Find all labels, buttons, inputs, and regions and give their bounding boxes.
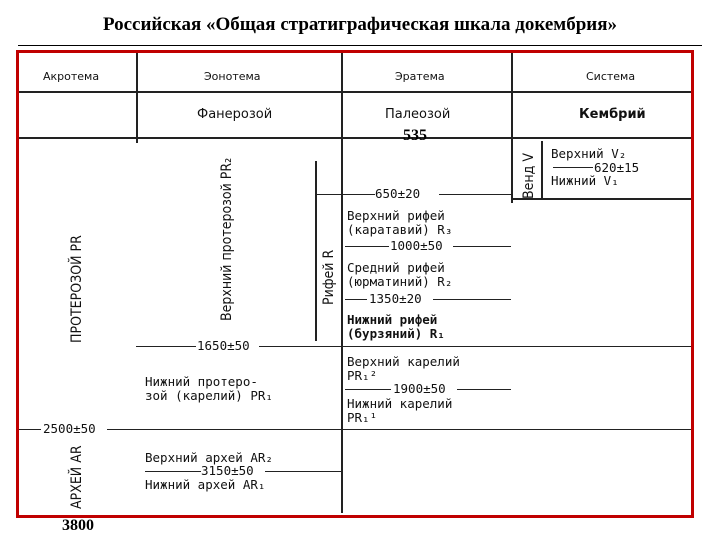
riphean-label: Рифей R — [321, 249, 337, 305]
vend-divider — [541, 141, 543, 199]
upper-proterozoic-label: Верхний протерозой PR₂ — [219, 157, 235, 321]
upper-archean: Верхний архей AR₂ — [145, 450, 273, 465]
lower-proterozoic-2: зой (карелий) PR₁ — [145, 388, 273, 403]
vend-bottom-line — [511, 198, 691, 200]
header-row-line — [19, 91, 691, 93]
boundary-1350: 1350±20 — [369, 291, 422, 306]
boundary-1000: 1000±50 — [390, 238, 443, 253]
vend-boundary: 620±15 — [594, 160, 640, 175]
upper-riphean-2: (каратавий) R₃ — [347, 222, 453, 237]
vend-lower: Нижний V₁ — [551, 173, 619, 188]
b1350-line-left — [345, 299, 367, 300]
lower-proterozoic-1: Нижний протеро- — [145, 374, 258, 389]
lower-riphean-1: Нижний рифей — [347, 312, 438, 327]
middle-riphean-1: Средний рифей — [347, 260, 445, 275]
archean-label: АРХЕЙ AR — [69, 445, 85, 509]
b1650-line-left — [136, 346, 196, 347]
upper-riphean-1: Верхний рифей — [347, 208, 445, 223]
lower-karelian-1: Нижний карелий — [347, 396, 453, 411]
top-row-line — [19, 137, 691, 139]
boundary-3150: 3150±50 — [201, 463, 254, 478]
header-eonoteme: Эонотема — [204, 70, 261, 83]
b650-line-left — [315, 194, 375, 195]
title-divider — [18, 45, 702, 46]
b1350-line-right — [433, 299, 511, 300]
proterozoic-label: ПРОТЕРОЗОЙ PR — [69, 235, 85, 343]
b3150-line-left — [145, 471, 201, 472]
boundary-1650: 1650±50 — [197, 338, 250, 353]
b2500-line-left — [19, 429, 41, 430]
boundary-650: 650±20 — [375, 186, 421, 201]
vend-boundary-line — [553, 167, 593, 168]
lower-archean: Нижний архей AR₁ — [145, 477, 266, 492]
col-divider-3 — [511, 53, 513, 203]
b1650-line-right — [259, 346, 691, 347]
b2500-line-right — [107, 429, 691, 430]
boundary-1900: 1900±50 — [393, 381, 446, 396]
riphean-divider — [315, 161, 317, 341]
bottom-3800: 3800 — [62, 517, 94, 534]
b1000-line-right — [453, 246, 511, 247]
stratigraphic-table-frame — [16, 50, 694, 518]
b1900-line-left — [345, 389, 391, 390]
header-system: Система — [586, 70, 636, 83]
system-cambrian: Кембрий — [579, 107, 646, 122]
b1000-line-left — [345, 246, 389, 247]
page-title: Российская «Общая стратиграфическая шкала докембрия» — [102, 14, 618, 35]
upper-karelian-2: PR₁² — [347, 368, 378, 383]
b1900-line-right — [457, 389, 511, 390]
lower-riphean-2: (бурзяний) R₁ — [347, 326, 445, 341]
b650-line-right — [439, 194, 511, 195]
lower-karelian-2: PR₁¹ — [347, 410, 378, 425]
era-paleozoic: Палеозой — [385, 107, 451, 122]
middle-riphean-2: (юрматиний) R₂ — [347, 274, 453, 289]
upper-karelian-1: Верхний карелий — [347, 354, 460, 369]
vend-label: Венд V — [521, 153, 537, 199]
boundary-2500: 2500±50 — [43, 421, 96, 436]
col-divider-2 — [341, 53, 343, 513]
header-akroteme: Акротема — [43, 70, 100, 83]
header-eratheme: Эратема — [395, 70, 445, 83]
eon-phanerozoic: Фанерозой — [197, 107, 273, 122]
b3150-line-right — [265, 471, 341, 472]
vend-upper: Верхний V₂ — [551, 146, 627, 161]
boundary-535: 535 — [403, 127, 427, 144]
col-divider-1 — [136, 53, 138, 143]
